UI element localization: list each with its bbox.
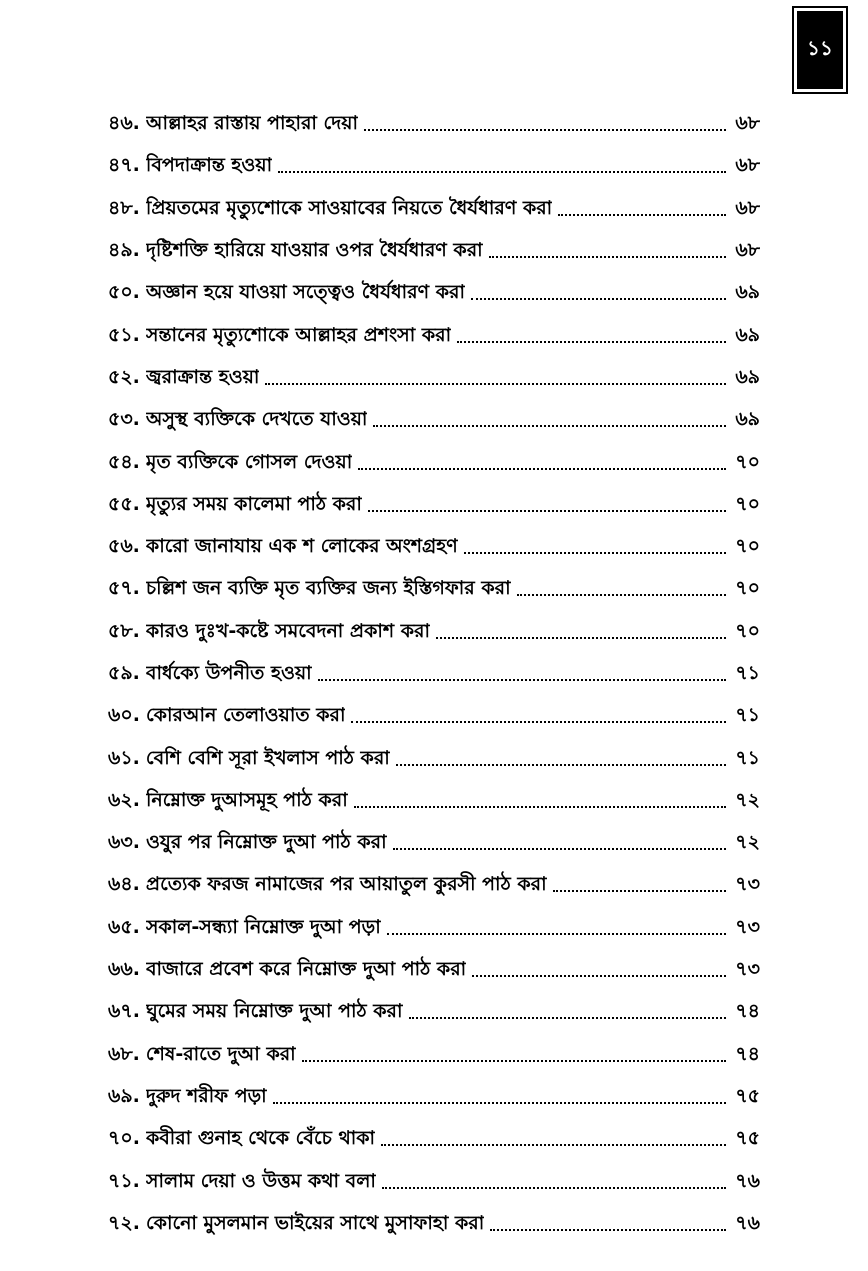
toc-entry-title: নিম্নোক্ত দুআসমূহ পাঠ করা: [145, 788, 348, 811]
toc-entry: [108, 315, 760, 357]
dot-leader: [409, 1017, 726, 1019]
dot-leader: [396, 764, 726, 766]
toc-entry-page: ৭২: [735, 831, 760, 854]
toc-entry-number: ৫৮.: [108, 619, 140, 642]
toc-entry-title: বেশি বেশি সূরা ইখলাস পাঠ করা: [145, 746, 390, 769]
toc-entry-page: ৭৪: [735, 1042, 760, 1065]
toc-entry: [108, 358, 760, 400]
toc-entry-page: ৬৯: [735, 281, 760, 304]
toc-entry-title: প্রত্যেক ফরজ নামাজের পর আয়াতুল কুরসী পাঠ করা: [145, 873, 547, 896]
toc-entry-title: আল্লাহর রাস্তায় পাহারা দেয়া: [145, 112, 358, 135]
toc-entry: [108, 400, 760, 442]
dot-leader: [457, 341, 726, 343]
toc-entry: [108, 1119, 760, 1161]
toc-entry-number: ৫০.: [108, 281, 140, 304]
toc-entry-page: ৬৮: [735, 154, 760, 177]
toc-entry-number: ৬৬.: [108, 958, 140, 981]
toc-entry: [108, 612, 760, 654]
toc-entry-page: ৭১: [735, 704, 760, 727]
toc-entry-page: ৭৫: [735, 1127, 760, 1150]
toc-entry-number: ৪৮.: [108, 196, 140, 219]
toc-entry: [108, 654, 760, 696]
toc-entry: [108, 189, 760, 231]
toc-entry: [108, 738, 760, 780]
dot-leader: [517, 594, 726, 596]
toc-entry-number: ৬২.: [108, 788, 140, 811]
toc-entry-number: ৫৫.: [108, 492, 140, 515]
toc-entry-page: ৭৪: [735, 1000, 760, 1023]
toc-entry-page: ৬৮: [735, 112, 760, 135]
toc-entry-number: ৬৭.: [108, 1000, 140, 1023]
toc-entry-title: ঘুমের সময় নিম্নোক্ত দুআ পাঠ করা: [145, 1000, 403, 1023]
dot-leader: [368, 510, 726, 512]
toc-entry-number: ৫৪.: [108, 450, 140, 473]
toc-entry: [108, 1035, 760, 1077]
toc-entry-number: ৫৩.: [108, 408, 140, 431]
toc-entry-number: ৫১.: [108, 323, 140, 346]
toc-entry: [108, 569, 760, 611]
toc-entry-page: ৭০: [735, 492, 760, 515]
dot-leader: [318, 679, 726, 681]
dot-leader: [265, 383, 726, 385]
toc-entry-page: ৭৬: [735, 1211, 760, 1234]
dot-leader: [387, 933, 726, 935]
toc-entry-page: ৭০: [735, 619, 760, 642]
toc-entry-page: ৬৯: [735, 408, 760, 431]
dot-leader: [558, 214, 726, 216]
dot-leader: [364, 129, 726, 131]
toc-entry: [108, 1204, 760, 1246]
toc-entry-number: ৫৯.: [108, 662, 140, 684]
toc-entry-page: ৭৬: [735, 1169, 760, 1192]
toc-entry: [108, 908, 760, 950]
toc-entry-page: ৬৮: [735, 239, 760, 262]
toc-entry-number: ৭২.: [108, 1211, 140, 1234]
toc-entry-page: ৬৮: [735, 196, 760, 219]
toc-entry-title: কারও দুঃখ-কষ্টে সমবেদনা প্রকাশ করা: [145, 619, 431, 642]
toc-entry-page: ৭৩: [735, 915, 760, 938]
toc-entry-title: শেষ-রাতে দুআ করা: [145, 1042, 296, 1065]
toc-entry-title: সন্তানের মৃত্যুশোকে আল্লাহর প্রশংসা করা: [145, 323, 452, 346]
toc-entry-page: ৭০: [735, 535, 760, 558]
toc-entry-title: সালাম দেয়া ও উত্তম কথা বলা: [145, 1169, 376, 1192]
toc-entry-title: সকাল-সন্ধ্যা নিম্নোক্ত দুআ পড়া: [145, 915, 381, 938]
toc-entry-title: দৃষ্টিশক্তি হারিয়ে যাওয়ার ওপর ধৈর্যধারণ করা: [145, 239, 483, 262]
toc-entry: [108, 104, 760, 146]
dot-leader: [464, 552, 726, 554]
toc-entry: [108, 527, 760, 569]
toc-entry-title: অজ্ঞান হয়ে যাওয়া সত্ত্বেও ধৈর্যধারণ করা: [145, 281, 465, 304]
dot-leader: [302, 1060, 726, 1062]
toc-entry-number: ৬৩.: [108, 831, 140, 854]
toc-entry: [108, 823, 760, 865]
toc-entry: [108, 146, 760, 188]
toc-entry-number: ৪৬.: [108, 112, 140, 135]
toc-entry: [108, 696, 760, 738]
toc-entry: [108, 273, 760, 315]
toc-entry-number: ৪৯.: [108, 239, 140, 262]
toc-entry-number: ৪৭.: [108, 154, 140, 177]
toc-entry-number: ৬১.: [108, 746, 140, 769]
toc-entry-page: ৭৫: [735, 1084, 760, 1107]
toc-entry-title: প্রিয়তমের মৃত্যুশোকে সাওয়াবের নিয়তে ধৈর্যধারণ করা: [145, 196, 553, 219]
toc-entry-page: ৭৩: [735, 958, 760, 981]
dot-leader: [351, 721, 726, 723]
dot-leader: [278, 171, 726, 173]
toc-entry-title: মৃত ব্যক্তিকে গোসল দেওয়া: [145, 450, 353, 473]
toc-entry-page: ৬৯: [735, 365, 760, 388]
toc-entry: [108, 992, 760, 1034]
toc-entry-number: ৬০.: [108, 704, 140, 727]
toc-entry: [108, 485, 760, 527]
toc-entry-number: ৫৭.: [108, 577, 140, 600]
toc-entry: [108, 781, 760, 823]
toc-entry-title: বার্ধক্যে উপনীত হওয়া: [145, 662, 312, 684]
dot-leader: [354, 806, 726, 808]
toc-entry: [108, 231, 760, 273]
toc-entry-page: ৭১: [735, 662, 760, 684]
page-number-box: [792, 6, 848, 94]
toc-entry: [108, 1077, 760, 1119]
toc-entry: [108, 1161, 760, 1203]
toc-entry-title: বাজারে প্রবেশ করে নিম্নোক্ত দুআ পাঠ করা: [145, 958, 467, 981]
toc-entry-title: মৃত্যুর সময় কালেমা পাঠ করা: [145, 492, 362, 515]
toc-entry: [108, 865, 760, 907]
dot-leader: [436, 637, 726, 639]
dot-leader: [382, 1187, 726, 1189]
dot-leader: [472, 975, 726, 977]
dot-leader: [393, 848, 726, 850]
toc-entry-page: ৭০: [735, 577, 760, 600]
toc-entry-title: কারো জানাযায় এক শ লোকের অংশগ্রহণ: [145, 535, 458, 558]
toc-entry-number: ৭১.: [108, 1169, 140, 1192]
toc-entry-number: ৭০.: [108, 1127, 140, 1150]
toc-entry-number: ৬৮.: [108, 1042, 140, 1065]
toc-entry-title: বিপদাক্রান্ত হওয়া: [145, 154, 273, 177]
dot-leader: [471, 298, 726, 300]
toc-entry-title: জ্বরাক্রান্ত হওয়া: [145, 365, 260, 388]
toc-entry-page: ৭১: [735, 746, 760, 769]
table-of-contents: [108, 104, 760, 1246]
toc-entry-page: ৭২: [735, 788, 760, 811]
dot-leader: [489, 256, 726, 258]
toc-entry: [108, 442, 760, 484]
toc-entry-number: ৫৬.: [108, 535, 140, 558]
toc-entry-page: ৭০: [735, 450, 760, 473]
toc-entry-title: অসুস্থ ব্যক্তিকে দেখতে যাওয়া: [145, 408, 368, 431]
dot-leader: [381, 1144, 726, 1146]
toc-entry-page: ৭৩: [735, 873, 760, 896]
toc-entry-number: ৬৯.: [108, 1084, 140, 1107]
toc-entry-title: ওযুর পর নিম্নোক্ত দুআ পাঠ করা: [145, 831, 387, 854]
toc-entry-number: ৬৫.: [108, 915, 140, 938]
toc-entry-number: ৫২.: [108, 365, 140, 388]
page-number: ১১: [797, 11, 843, 89]
toc-entry-title: কোনো মুসলমান ভাইয়ের সাথে মুসাফাহা করা: [145, 1211, 485, 1234]
toc-entry-page: ৬৯: [735, 323, 760, 346]
dot-leader: [490, 1229, 726, 1231]
dot-leader: [373, 425, 726, 427]
toc-entry-title: চল্লিশ জন ব্যক্তি মৃত ব্যক্তির জন্য ইস্তিগফার করা: [145, 577, 511, 600]
toc-entry: [108, 950, 760, 992]
toc-entry-title: দুরুদ শরীফ পড়া: [145, 1084, 267, 1107]
dot-leader: [553, 890, 726, 892]
toc-entry-title: কবীরা গুনাহ থেকে বেঁচে থাকা: [145, 1127, 376, 1150]
toc-entry-title: কোরআন তেলাওয়াত করা: [145, 704, 346, 727]
toc-entry-number: ৬৪.: [108, 873, 140, 896]
dot-leader: [273, 1102, 726, 1104]
dot-leader: [358, 468, 726, 470]
